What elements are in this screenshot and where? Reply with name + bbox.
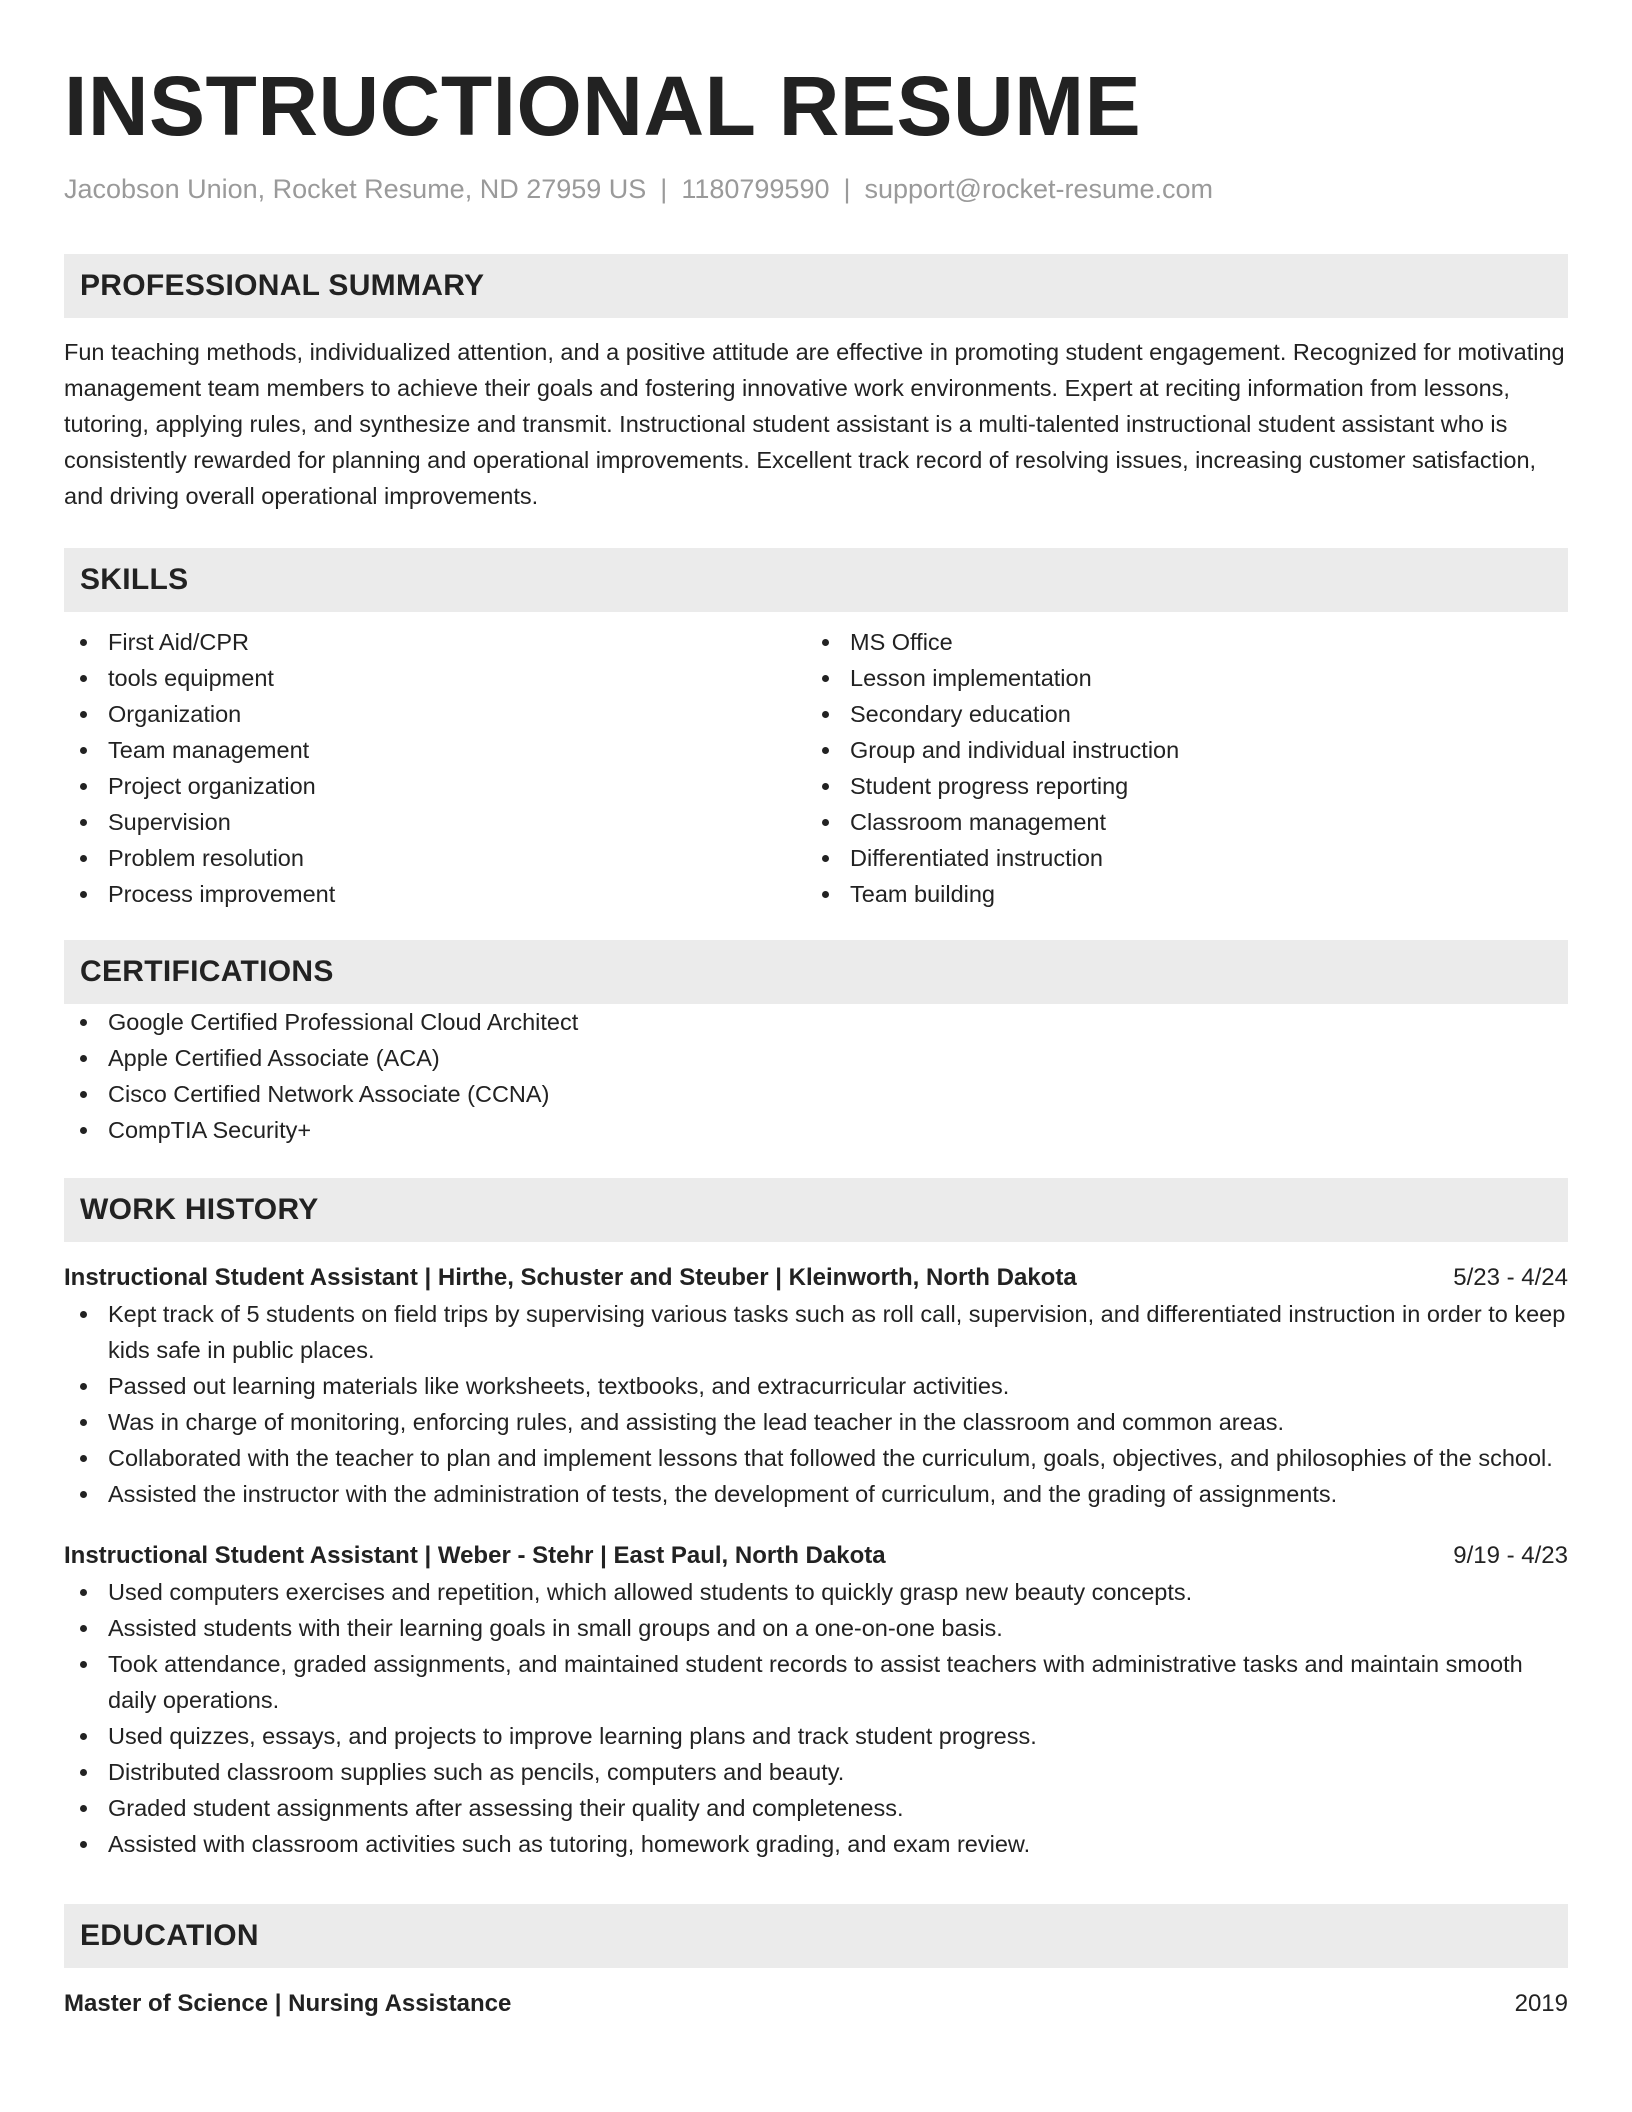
section-heading-education: EDUCATION (64, 1904, 1568, 1968)
skill-item: Team management (64, 732, 806, 768)
job-bullet: Assisted students with their learning goals in small groups and on a one-on-one basis. (64, 1610, 1568, 1646)
skills-list-right (806, 624, 1548, 912)
skill-item: Student progress reporting (806, 768, 1548, 804)
education-entry (64, 1986, 1568, 2022)
skill-item: Classroom management (806, 804, 1548, 840)
contact-line (64, 172, 1568, 206)
job-title: Instructional Student Assistant | Weber - Stehr | East Paul, North Dakota (64, 1542, 886, 1569)
section-heading-certifications: CERTIFICATIONS (64, 940, 1568, 1004)
education-degree: Master of Science | Nursing Assistance (64, 1990, 512, 2017)
job-bullet: Assisted the instructor with the administration of tests, the development of curriculum, and the grading of assignments. (64, 1476, 1568, 1512)
contact-phone: 1180799590 (681, 174, 830, 204)
resume-title: INSTRUCTIONAL RESUME (64, 59, 1142, 153)
skill-item: Project organization (64, 768, 806, 804)
contact-separator: | (660, 174, 668, 204)
job-bullet: Was in charge of monitoring, enforcing rules, and assisting the lead teacher in the classroom and common areas. (64, 1404, 1568, 1440)
education-year: 2019 (1514, 1990, 1568, 2017)
skills-grid (64, 624, 1568, 912)
job-bullet: Used computers exercises and repetition, which allowed students to quickly grasp new beauty concepts. (64, 1574, 1568, 1610)
skill-item: Lesson implementation (806, 660, 1548, 696)
job-bullet: Distributed classroom supplies such as pencils, computers and beauty. (64, 1754, 1568, 1790)
job-bullet: Passed out learning materials like worksheets, textbooks, and extracurricular activities. (64, 1368, 1568, 1404)
skill-item: MS Office (806, 624, 1548, 660)
skills-list-left (64, 624, 806, 912)
section-heading-summary: PROFESSIONAL SUMMARY (64, 254, 1568, 318)
skills-column-right (806, 624, 1548, 912)
summary-text: Fun teaching methods, individualized attention, and a positive attitude are effective in promoting student engagement. Recognized for motivating management team members to achieve their goals and fostering innovative work environments. Expert at reciting information from lessons, tutoring, applying rules, and synthesize and transmit. Instructional student assistant is a multi-talented instructional student assistant who is consistently rewarded for planning and operational improvements. Excellent track record of resolving issues, increasing customer satisfaction, and driving overall operational improvements. (64, 339, 1565, 509)
job-bullet-list (64, 1574, 1568, 1862)
skill-item: First Aid/CPR (64, 624, 806, 660)
skill-item: tools equipment (64, 660, 806, 696)
job-bullet: Assisted with classroom activities such as tutoring, homework grading, and exam review. (64, 1826, 1568, 1862)
job-title: Instructional Student Assistant | Hirthe, Schuster and Steuber | Kleinworth, North Dakota (64, 1264, 1077, 1291)
certification-item: Apple Certified Associate (ACA) (64, 1040, 1568, 1076)
job-bullet: Graded student assignments after assessing their quality and completeness. (64, 1790, 1568, 1826)
skill-item: Differentiated instruction (806, 840, 1548, 876)
contact-address: Jacobson Union, Rocket Resume, ND 27959 US (64, 174, 647, 204)
skill-item: Problem resolution (64, 840, 806, 876)
resume-page (64, 0, 1568, 2022)
job-dates: 9/19 - 4/23 (1453, 1542, 1568, 1569)
job-header (64, 1260, 1568, 1296)
certification-item: CompTIA Security+ (64, 1112, 1568, 1148)
section-heading-work-history: WORK HISTORY (64, 1178, 1568, 1242)
certification-item: Cisco Certified Network Associate (CCNA) (64, 1076, 1568, 1112)
skills-column-left (64, 624, 806, 912)
job-bullet: Collaborated with the teacher to plan and implement lessons that followed the curriculum, goals, objectives, and philosophies of the school. (64, 1440, 1568, 1476)
skill-item: Group and individual instruction (806, 732, 1548, 768)
job-bullet-list (64, 1296, 1568, 1512)
job-bullet: Took attendance, graded assignments, and maintained student records to assist teachers with administrative tasks and maintain smooth daily operations. (64, 1646, 1568, 1718)
contact-separator: | (843, 174, 851, 204)
section-heading-skills: SKILLS (64, 548, 1568, 612)
certifications-list (64, 1004, 1568, 1148)
skill-item: Organization (64, 696, 806, 732)
job-bullet: Used quizzes, essays, and projects to improve learning plans and track student progress. (64, 1718, 1568, 1754)
skill-item: Secondary education (806, 696, 1548, 732)
job-header (64, 1538, 1568, 1574)
skill-item: Process improvement (64, 876, 806, 912)
contact-email: support@rocket-resume.com (864, 174, 1214, 204)
skill-item: Team building (806, 876, 1548, 912)
skill-item: Supervision (64, 804, 806, 840)
job-dates: 5/23 - 4/24 (1453, 1264, 1568, 1291)
job-bullet: Kept track of 5 students on field trips by supervising various tasks such as roll call, supervision, and differentiated instruction in order to keep kids safe in public places. (64, 1296, 1568, 1368)
certification-item: Google Certified Professional Cloud Architect (64, 1004, 1568, 1040)
